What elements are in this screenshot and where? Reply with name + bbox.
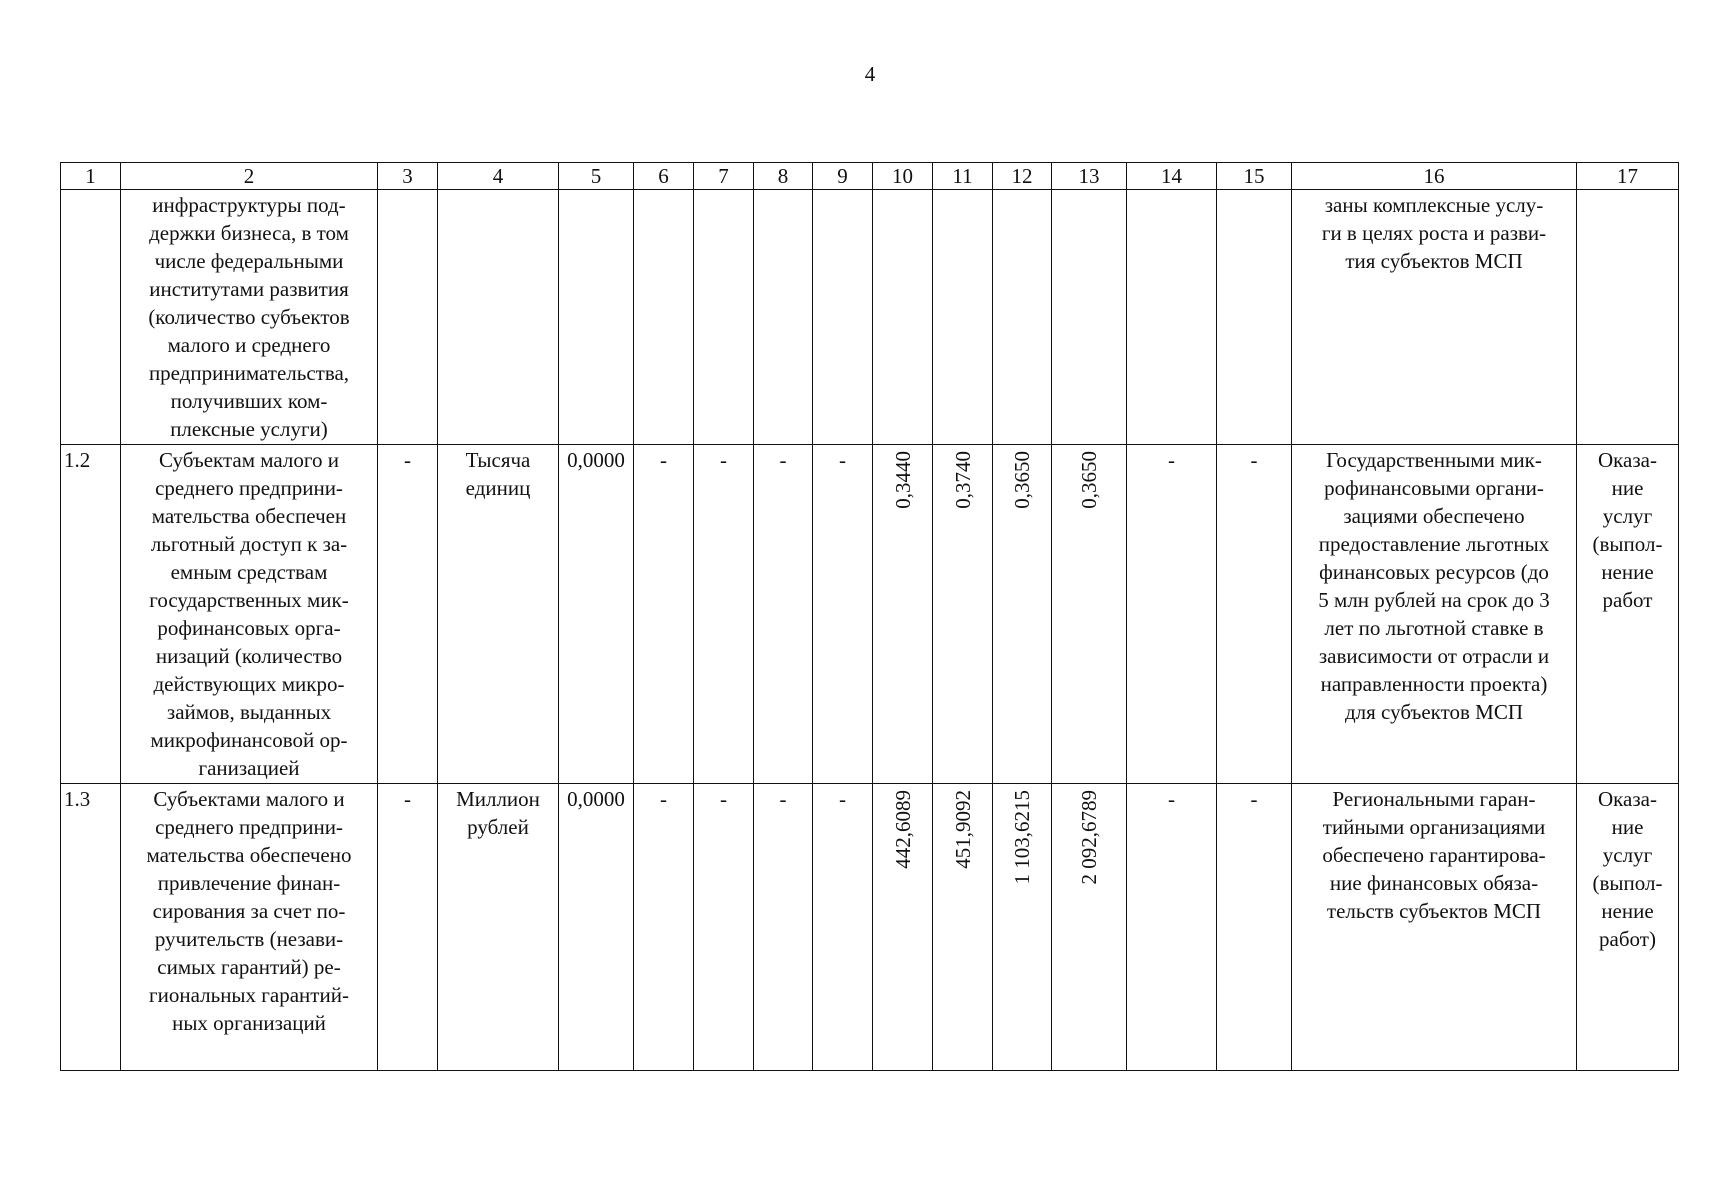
value-cell (933, 445, 993, 784)
table-cell: - (694, 445, 754, 784)
header-cell: 2 (121, 163, 378, 190)
header-cell: 11 (933, 163, 993, 190)
header-cell: 15 (1217, 163, 1292, 190)
value-cell (873, 784, 933, 1071)
description-cell: инфраструктуры под- держки бизнеса, в том числе федеральными институтами развития (количество субъектов малого и среднего предпринимательства, получивших ком- плексные услуги) (121, 190, 378, 445)
unit-cell: Миллион рублей (438, 784, 559, 1071)
value-cell (873, 445, 933, 784)
type-cell (1577, 190, 1679, 445)
table-cell (559, 190, 634, 445)
header-cell: 17 (1577, 163, 1679, 190)
table-cell: - (378, 784, 438, 1071)
table-cell: - (1217, 445, 1292, 784)
type-cell: Оказа- ние услуг (выпол- нение работ (1577, 445, 1679, 784)
table-cell: - (754, 784, 813, 1071)
header-cell: 14 (1127, 163, 1217, 190)
table-cell: - (378, 445, 438, 784)
description-cell: Субъектам малого и среднего предприни- мательства обеспечен льготный доступ к за- емным средствам государственных мик- рофинансовых орга- низаций (количество действующих микро- займов, выданных микрофинансовой ор- ганизацией (121, 445, 378, 784)
row-number-cell (61, 190, 121, 445)
value-cell (1052, 445, 1127, 784)
value-cell (933, 784, 993, 1071)
table-cell: - (634, 784, 694, 1071)
row-number-cell: 1.2 (61, 445, 121, 784)
header-cell: 12 (993, 163, 1052, 190)
table-cell (694, 190, 754, 445)
value-cell (993, 784, 1052, 1071)
table-row (61, 784, 1679, 1071)
table-cell: - (813, 445, 873, 784)
row-number-cell: 1.3 (61, 784, 121, 1071)
rotated-value: 0,3740 (950, 451, 975, 509)
header-cell: 4 (438, 163, 559, 190)
value-cell (993, 190, 1052, 445)
rotated-value: 1 103,6215 (1010, 790, 1034, 885)
table-cell (813, 190, 873, 445)
table-cell: - (1127, 784, 1217, 1071)
table-cell: - (1217, 784, 1292, 1071)
header-cell: 16 (1292, 163, 1577, 190)
table-cell (378, 190, 438, 445)
table-cell: - (813, 784, 873, 1071)
header-cell: 9 (813, 163, 873, 190)
header-cell: 8 (754, 163, 813, 190)
table-header-row (61, 163, 1679, 190)
result-cell: заны комплексные услу- ги в целях роста и разви- тия субъектов МСП (1292, 190, 1577, 445)
table-cell: 0,0000 (559, 784, 634, 1071)
header-cell: 10 (873, 163, 933, 190)
rotated-value: 0,3650 (1010, 451, 1034, 509)
header-cell: 7 (694, 163, 754, 190)
table-cell (634, 190, 694, 445)
rotated-value: 442,6089 (890, 790, 915, 869)
value-cell (1052, 190, 1127, 445)
rotated-value: 0,3440 (890, 451, 915, 509)
unit-cell: Тысяча единиц (438, 445, 559, 784)
header-cell: 13 (1052, 163, 1127, 190)
table-row (61, 190, 1679, 445)
table-cell: - (634, 445, 694, 784)
rotated-value: 2 092,6789 (1077, 790, 1101, 885)
value-cell (993, 445, 1052, 784)
value-cell (1052, 784, 1127, 1071)
table-cell: - (754, 445, 813, 784)
table-cell: - (1127, 445, 1217, 784)
table-cell (1127, 190, 1217, 445)
header-cell: 5 (559, 163, 634, 190)
description-cell: Субъектами малого и среднего предприни- мательства обеспечено привлечение финан- сирования за счет по- ручительств (незави- симых гарантий) ре- гиональных гарантий- ных организаций (121, 784, 378, 1071)
table-cell: - (694, 784, 754, 1071)
result-cell: Региональными гаран- тийными организациями обеспечено гарантирова- ние финансовых обяза- тельств субъектов МСП (1292, 784, 1577, 1071)
value-cell (873, 190, 933, 445)
result-cell: Государственными мик- рофинансовыми органи- зациями обеспечено предоставление льготных финансовых ресурсов (до 5 млн рублей на срок до 3 лет по льготной ставке в зависимости от отрасли и направленности проекта) для субъектов МСП (1292, 445, 1577, 784)
table-row (61, 445, 1679, 784)
header-cell: 6 (634, 163, 694, 190)
type-cell: Оказа- ние услуг (выпол- нение работ) (1577, 784, 1679, 1071)
header-cell: 3 (378, 163, 438, 190)
table-cell (754, 190, 813, 445)
unit-cell (438, 190, 559, 445)
value-cell (933, 190, 993, 445)
table-cell: 0,0000 (559, 445, 634, 784)
rotated-value: 0,3650 (1077, 451, 1101, 509)
page-number: 4 (864, 62, 876, 86)
header-cell: 1 (61, 163, 121, 190)
rotated-value: 451,9092 (950, 790, 975, 869)
data-table (60, 162, 1679, 1071)
table-cell (1217, 190, 1292, 445)
